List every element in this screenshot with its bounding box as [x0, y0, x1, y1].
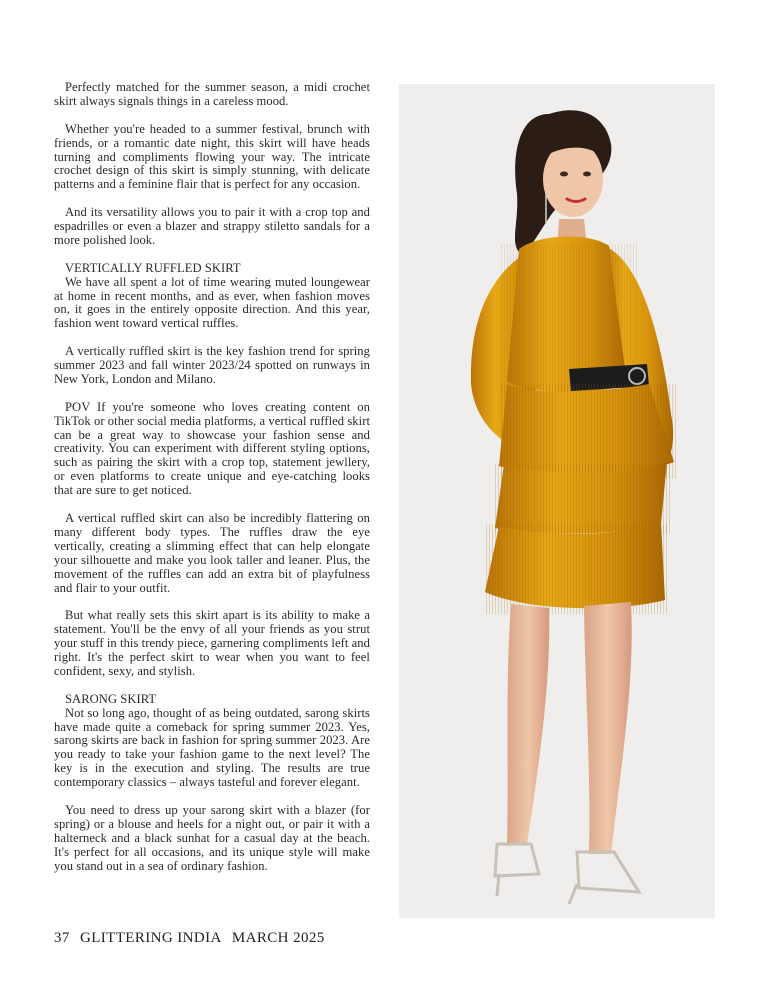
- paragraph: POV If you're someone who loves creating content on TikTok or other social media platforms, a vertical ruffled skirt can be a great way to showcase your fashion sense and creativity. You can experiment with different styling options, such as pairing the skirt with a crop top, statement jewllery, or even platforms to create unique and eye-catching looks that are sure to get noticed.: [54, 399, 370, 498]
- section-heading-sarong: SARONG SKIRT: [65, 691, 157, 706]
- paragraph: Perfectly matched for the summer season, a midi crochet skirt always signals things in a careless mood.: [54, 80, 370, 108]
- paragraph: We have all spent a lot of time wearing muted loungewear at home in recent months, and as ever, when fashion moves on, it goes in the entirely opposite direction. And this year, fashion went toward vertical ruffles.: [54, 274, 370, 331]
- model-illustration: [399, 84, 715, 918]
- article-text: [54, 81, 370, 887]
- paragraph: A vertically ruffled skirt is the key fashion trend for spring summer 2023 and fall winter 2023/24 spotted on runways in New York, London and Milano.: [54, 344, 370, 386]
- page-footer: [54, 930, 331, 947]
- paragraph: And its versatility allows you to pair it with a crop top and espadrilles or even a blazer and strappy stiletto sandals for a more polished look.: [54, 205, 370, 247]
- paragraph: Not so long ago, thought of as being outdated, sarong skirts have made quite a comeback for spring summer 2023. Yes, sarong skirts are back in fashion for spring summer 2023. Are you ready to take your fashion game to the next level? The key is in the execution and styling. The results are true contemporary classics – always tasteful and forever elegant.: [54, 705, 370, 790]
- issue-date: MARCH 2025: [231, 930, 325, 946]
- fashion-photo: [399, 84, 715, 918]
- section-heading-ruffled: VERTICALLY RUFFLED SKIRT: [65, 260, 241, 275]
- paragraph: Whether you're headed to a summer festival, brunch with friends, or a romantic date night, this skirt will have heads turning and compliments flowing your way. The intricate crochet design of this skirt is simply stunning, with delicate patterns and a feminine flair that is perfect for any occasion.: [54, 121, 370, 192]
- magazine-name: GLITTERING INDIA: [79, 930, 222, 946]
- paragraph: A vertical ruffled skirt can also be incredibly flattering on many different body types. The ruffles draw the eye vertically, creating a slimming effect that can help elongate your silhouette and make you look taller and leaner. Plus, the movement of the ruffles can add an extra bit of playfulness and flair to your outfit.: [54, 511, 370, 595]
- page-number: 37: [54, 930, 70, 946]
- paragraph: But what really sets this skirt apart is its ability to make a statement. You'll be the envy of all your friends as you strut your stuff in this trendy piece, garnering compliments left and right. It's the perfect skirt to wear when you want to feel confident, sexy, and stylish.: [54, 608, 370, 678]
- paragraph: You need to dress up your sarong skirt with a blazer (for spring) or a blouse and heels for a night out, or pair it with a halterneck and a black sunhat for a casual day at the beach. It's perfect for all occasions, and its unique style will make you stand out in a sea of ordinary fashion.: [54, 802, 370, 873]
